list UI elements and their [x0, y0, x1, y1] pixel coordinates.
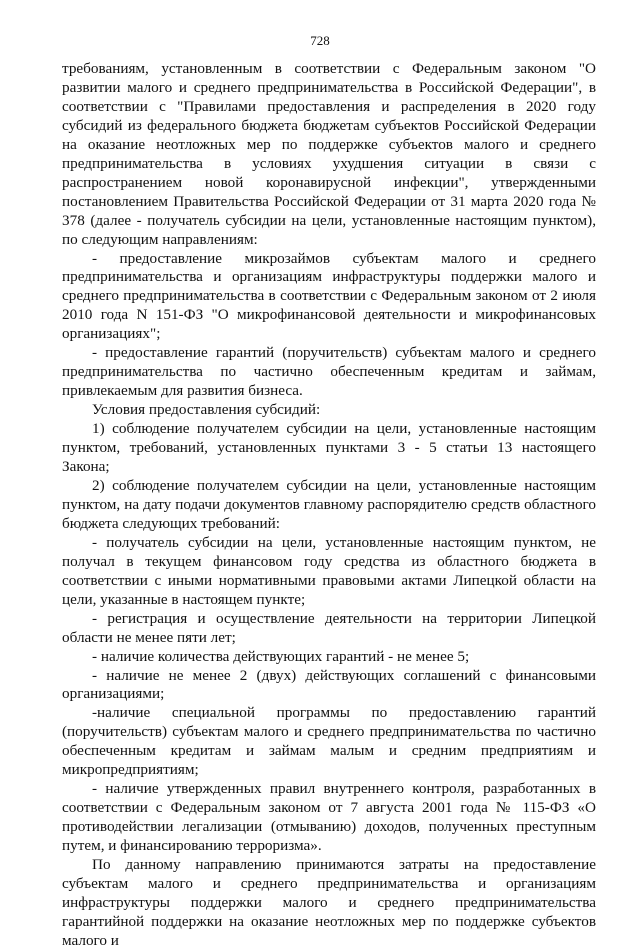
paragraph: требованиям, установленным в соответствии с Федеральным законом "О развитии малого и среднего предпринимательства в Российской Федерации", в соответствии с "Правилами предоставления и распределения в 2020 году субсидий из федерального бюджета бюджетам субъектов Российской Федерации на оказание неотложных мер по поддержке субъектов малого и среднего предпринимательства в условиях ухудшения ситуации в связи с распространением новой коронавирусной инфекции", утвержденными постановлением Правительства Российской Федерации от 31 марта 2020 года № 378 (далее - получатель субсидии на цели, установленные настоящим пунктом), по следующим направлениям: [62, 60, 596, 248]
paragraph: - наличие утвержденных правил внутреннего контроля, разработанных в соответствии с Федеральным законом от 7 августа 2001 года № 115-ФЗ «О противодействии легализации (отмыванию) доходов, полученных преступным путем, и финансированию терроризма». [62, 780, 596, 855]
paragraph: 1) соблюдение получателем субсидии на цели, установленные настоящим пунктом, требований, установленных пунктами 3 - 5 статьи 13 настоящего Закона; [62, 420, 596, 476]
document-body [62, 60, 596, 951]
paragraph: - наличие не менее 2 (двух) действующих соглашений с финансовыми организациями; [62, 666, 596, 703]
paragraph: -наличие специальной программы по предоставлению гарантий (поручительств) субъектам малого и среднего предпринимательства по частично обеспеченным кредитам и займам малым и средним предприятиям и микропредприятиям; [62, 704, 596, 779]
paragraph: - получатель субсидии на цели, установленные настоящим пунктом, не получал в текущем финансовом году средства из областного бюджета в соответствии с иными нормативными правовыми актами Липецкой области на цели, указанные в настоящем пункте; [62, 533, 596, 608]
page-number: 728 [310, 33, 330, 48]
paragraph: 2) соблюдение получателем субсидии на цели, установленные настоящим пунктом, на дату подачи документов главному распорядителю средств областного бюджета следующих требований: [62, 476, 596, 532]
paragraph: - регистрация и осуществление деятельности на территории Липецкой области не менее пяти лет; [62, 609, 596, 646]
paragraph: - предоставление микрозаймов субъектам малого и среднего предпринимательства и организациям инфраструктуры поддержки малого и среднего предпринимательства в соответствии с Федеральным законом от 2 июля 2010 года N 151-ФЗ "О микрофинансовой деятельности и микрофинансовых организациях"; [62, 249, 596, 343]
paragraph: - предоставление гарантий (поручительств) субъектам малого и среднего предпринимательства по частично обеспеченным кредитам и займам, привлекаемым для развития бизнеса. [62, 344, 596, 400]
paragraph: Условия предоставления субсидий: [92, 401, 321, 419]
paragraph: По данному направлению принимаются затраты на предоставление субъектам малого и среднего предпринимательства и организациям инфраструктуры поддержки малого и среднего предпринимательства гарантийной поддержки на оказание неотложных мер по поддержке субъектов малого и [62, 856, 596, 949]
paragraph: - наличие количества действующих гарантий - не менее 5; [92, 647, 470, 665]
